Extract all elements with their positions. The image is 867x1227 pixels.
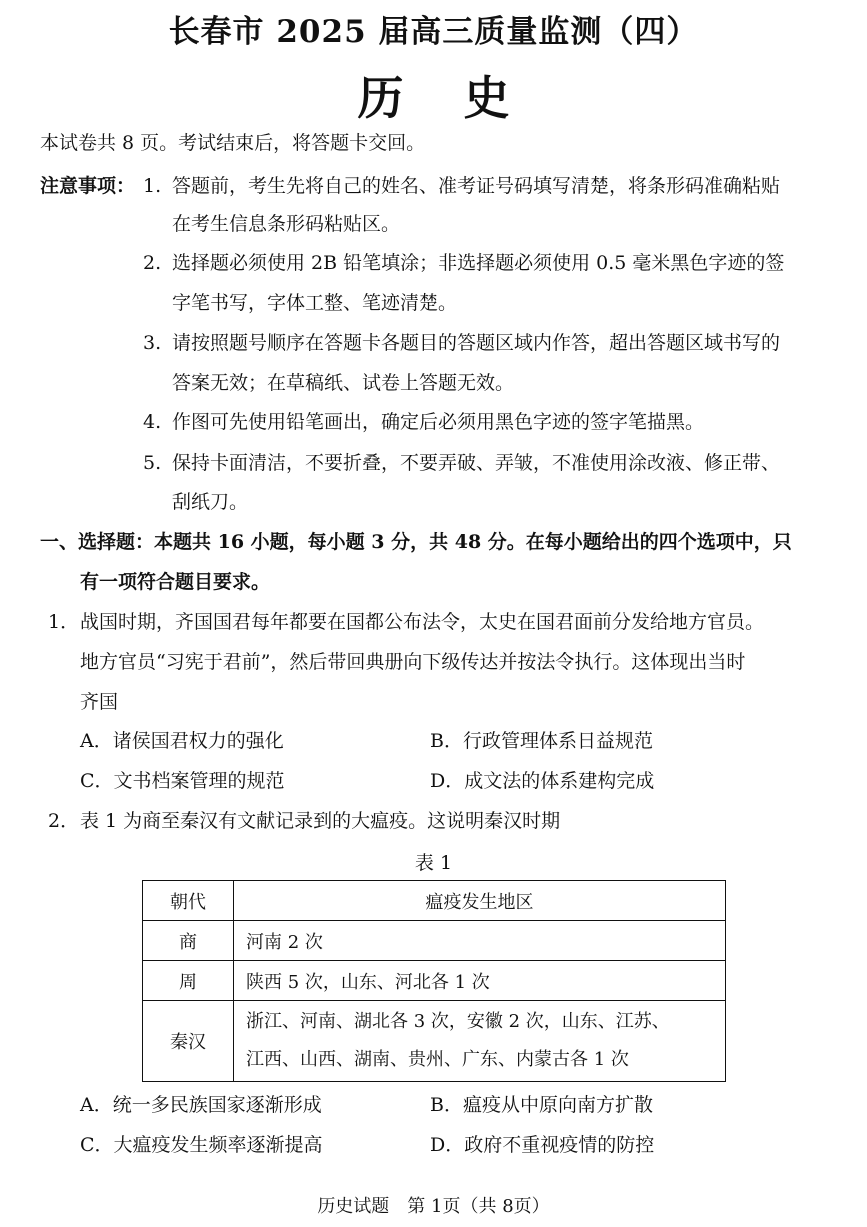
table-caption: 表 1 [414, 852, 453, 874]
q1-option-b: B．行政管理体系日益规范 [430, 730, 653, 752]
note-4-num: 4. [143, 411, 162, 433]
section-1-line-2: 有一项符合题目要求。 [80, 571, 271, 593]
notes-label: 注意事项： [40, 175, 136, 197]
table-row [143, 921, 726, 961]
table-cell-regions-line-2: 江西、山西、湖南、贵州、广东、内蒙古各 1 次 [246, 1049, 629, 1070]
q1-option-c: C．文书档案管理的规范 [80, 770, 285, 792]
section-1-line-1: 一、选择题：本题共 16 小题，每小题 3 分，共 48 分。在每小题给出的四个选项中，只 [40, 531, 792, 553]
subject-title: 历史 [357, 71, 570, 125]
note-4-line-1: 作图可先使用铅笔画出，确定后必须用黑色字迹的签字笔描黑。 [172, 411, 705, 433]
q2-option-a: A．统一多民族国家逐渐形成 [80, 1094, 322, 1116]
table-cell-regions: 陕西 5 次，山东、河北各 1 次 [234, 961, 726, 1001]
table-row [143, 961, 726, 1001]
q2-number: 2． [48, 810, 80, 832]
exam-title: 长春市 2025 届高三质量监测（四） [168, 14, 699, 50]
q1-number: 1． [48, 611, 80, 633]
note-3-num: 3. [143, 332, 162, 354]
table-cell-regions: 河南 2 次 [234, 921, 726, 961]
note-2-num: 2. [143, 252, 162, 274]
table-cell-regions-line-1: 浙江、河南、湖北各 3 次，安徽 2 次，山东、江苏、 [246, 1011, 670, 1032]
q1-option-d: D．成文法的体系建构完成 [430, 770, 655, 792]
table-cell-dynasty: 商 [143, 921, 234, 961]
note-2-line-1: 选择题必须使用 2B 铅笔填涂；非选择题必须使用 0.5 毫米黑色字迹的签 [172, 252, 785, 274]
epidemic-table [142, 880, 726, 1082]
note-1-line-2: 在考生信息条形码粘贴区。 [172, 213, 401, 235]
note-5-num: 5. [143, 452, 162, 474]
note-2-line-2: 字笔书写，字体工整、笔迹清楚。 [172, 292, 458, 314]
table-header-regions: 瘟疫发生地区 [234, 881, 726, 921]
q2-option-d: D．政府不重视疫情的防控 [430, 1134, 655, 1156]
table-cell-dynasty: 秦汉 [143, 1001, 234, 1082]
note-1-line-1: 答题前，考生先将自己的姓名、准考证号码填写清楚，将条形码准确粘贴 [172, 175, 781, 197]
q1-stem-line-1: 战国时期，齐国国君每年都要在国都公布法令，太史在国君面前分发给地方官员。 [80, 611, 765, 633]
note-5-line-2: 刮纸刀。 [172, 491, 249, 513]
intro-text: 本试卷共 8 页。考试结束后，将答题卡交回。 [40, 132, 426, 154]
table-header-dynasty: 朝代 [143, 881, 234, 921]
q2-stem: 表 1 为商至秦汉有文献记录到的大瘟疫。这说明秦汉时期 [80, 810, 561, 832]
table-row [143, 1001, 726, 1082]
note-5-line-1: 保持卡面清洁，不要折叠，不要弄破、弄皱，不准使用涂改液、修正带、 [172, 452, 781, 474]
page-footer: 历史试题 第 1页（共 8页） [317, 1196, 550, 1217]
q1-option-a: A．诸侯国君权力的强化 [80, 730, 284, 752]
q1-stem-line-3: 齐国 [80, 691, 119, 713]
q2-option-c: C．大瘟疫发生频率逐渐提高 [80, 1134, 323, 1156]
table-cell-dynasty: 周 [143, 961, 234, 1001]
q1-stem-line-2: 地方官员“习宪于君前”，然后带回典册向下级传达并按法令执行。这体现出当时 [80, 651, 746, 673]
note-3-line-1: 请按照题号顺序在答题卡各题目的答题区域内作答，超出答题区域书写的 [172, 332, 781, 354]
note-1-num: 1. [143, 175, 162, 197]
note-3-line-2: 答案无效；在草稿纸、试卷上答题无效。 [172, 372, 515, 394]
q2-option-b: B．瘟疫从中原向南方扩散 [430, 1094, 653, 1116]
table-header-row [143, 881, 726, 921]
table-cell-regions [234, 1001, 726, 1082]
